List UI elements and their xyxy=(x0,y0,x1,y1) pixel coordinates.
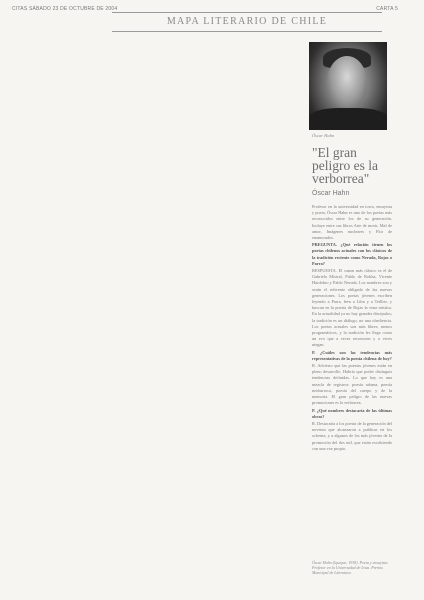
question-2: P. ¿Cuáles son las tendencias más representativas de la poesía chilena de hoy? xyxy=(312,349,392,361)
photo-face xyxy=(327,56,367,108)
author-footnote: Óscar Hahn (Iquique, 1938). Poeta y ensayista. Profesor en la Universidad de Iowa. Premio Municipal de Literatura. xyxy=(312,560,389,575)
answer-3: R. Destacaría a los poetas de la generación del noventa que alcanzaron a publicar en los ochenta, y a algunos de los más jóvenes de la promoción del dos mil, que están escribiendo con una voz propia. xyxy=(312,420,392,451)
author-photo xyxy=(309,42,387,130)
page-header-date: CITAS SÁBADO 23 DE OCTUBRE DE 2004 xyxy=(12,6,118,12)
answer-2: R. Advierto que las poesías jóvenes están en pleno desarrollo. Habría que poder distinguir tendencias definidas. Lo que hay es una mezcla de registros: poesía urbana, poesía neobarroca, poesía del cuerpo y de la memoria. El gran peligro de las nuevas promociones es la verborrea. xyxy=(312,363,392,406)
photo-caption: Óscar Hahn xyxy=(312,133,335,138)
article-body xyxy=(312,204,392,556)
question-3: P. ¿Qué nombres destacaría de las últimas obras? xyxy=(312,407,392,419)
article-intro: Profesor en la universidad en iowa, ensayista y poeta, Óscar Hahn es uno de los poetas más reconocidos entre los de su generación. Incluye entre sus libros Arte de morir, Mal de amor, Imágenes nucleares y Flor de enamorados. xyxy=(312,204,392,241)
section-title: MAPA LITERARIO DE CHILE xyxy=(112,12,382,32)
page-header-section: CARTA 5 xyxy=(376,6,398,12)
answer-1: RESPUESTA. El canon más clásico es el de Gabriela Mistral, Pablo de Rokha, Vicente Huidobro y Pablo Neruda. Los nombres son y serán el referente obligado de las nuevas generaciones. Los poetas jóvenes escriben leyendo a Parra, leen a Lihn y a Teillier, y buscan en la poesía de Rojas la vena mística. En la actualidad ya no hay grandes discípulos; la tradición es un diálogo, no una obediencia. Los poetas actuales son más libres, menos programáticos, y la tradición les llega como un eco que a veces reconocen y a veces niegan. xyxy=(312,268,392,348)
article-byline: Óscar Hahn xyxy=(312,190,350,197)
blank-area xyxy=(12,40,292,580)
article-headline: "El gran peligro es la verborrea" xyxy=(312,145,378,186)
photo-shoulders xyxy=(309,108,387,130)
question-1: PREGUNTA. ¿Qué relación tienen los poetas chilenos actuales con los clásicos de la tradición reciente como Neruda, Rojas o Parra? xyxy=(312,242,392,266)
